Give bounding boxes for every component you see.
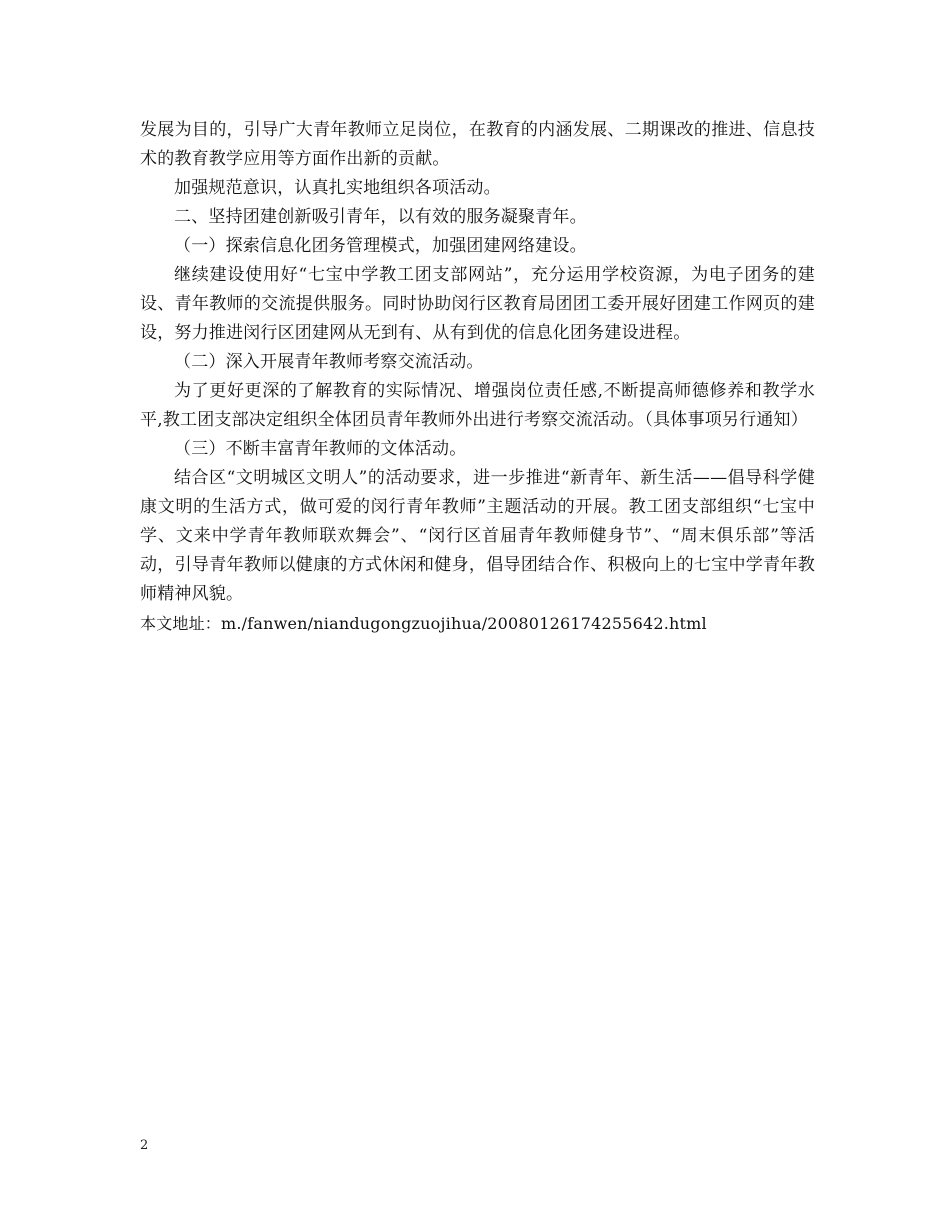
paragraph-continuation: 发展为目的，引导广大青年教师立足岗位，在教育的内涵发展、二期课改的推进、信息技术的教育教学应用等方面作出新的贡献。 <box>140 120 815 169</box>
subheading-three: （三）不断丰富青年教师的文体活动。 <box>174 439 467 459</box>
source-url-line: 本文地址：m./fanwen/niandugongzuojihua/20080126174255642.html <box>140 614 707 633</box>
subheading-two: （二）深入开展青年教师考察交流活动。 <box>174 352 484 372</box>
paragraph-activities: 结合区“文明城区文明人”的活动要求，进一步推进“新青年、新生活——倡导科学健康文明的生活方式，做可爱的闵行青年教师”主题活动的开展。教工团支部组织“七宝中学、文来中学青年教师联欢舞会”、“闵行区首届青年教师健身节”、“周末俱乐部”等活动，引导青年教师以健康的方式休闲和健身，倡导团结合作、积极向上的七宝中学青年教师精神风貌。 <box>140 468 815 604</box>
paragraph-standards: 加强规范意识，认真扎实地组织各项活动。 <box>174 178 501 198</box>
document-body <box>140 116 815 638</box>
subheading-one: （一）探索信息化团务管理模式，加强团建网络建设。 <box>174 236 587 256</box>
section-heading-two: 二、坚持团建创新吸引青年，以有效的服务凝聚青年。 <box>174 207 587 227</box>
paragraph-exchange: 为了更好更深的了解教育的实际情况、增强岗位责任感,不断提高师德修养和教学水平,教工团支部决定组织全体团员青年教师外出进行考察交流活动。（具体事项另行通知） <box>140 381 815 430</box>
paragraph-website: 继续建设使用好“七宝中学教工团支部网站”，充分运用学校资源，为电子团务的建设、青年教师的交流提供服务。同时协助闵行区教育局团团工委开展好团建工作网页的建设，努力推进闵行区团建网从无到有、从有到优的信息化团务建设进程。 <box>140 265 815 343</box>
page-number: 2 <box>140 1138 149 1153</box>
